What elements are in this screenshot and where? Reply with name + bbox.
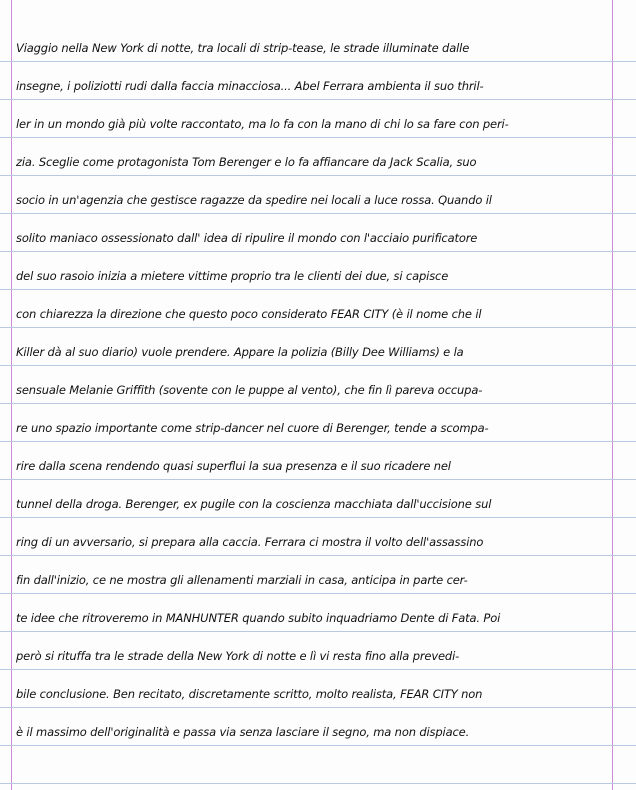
text-line-9: Killer dà al suo diario) vuole prendere. Appare la polizia (Billy Dee Williams) e la: [16, 345, 464, 359]
ruled-line: [0, 631, 636, 632]
ruled-line: [0, 707, 636, 708]
text-line-5: socio in un'agenzia che gestisce ragazze da spedire nei locali a luce rossa. Quando il: [16, 193, 492, 207]
text-line-4: zia. Sceglie come protagonista Tom Berenger e lo fa affiancare da Jack Scalia, suo: [16, 155, 477, 169]
text-line-7: del suo rasoio inizia a mietere vittime proprio tra le clienti dei due, si capisce: [16, 269, 449, 283]
ruled-line: [0, 517, 636, 518]
text-line-13: tunnel della droga. Berenger, ex pugile con la coscienza macchiata dall'uccisione sul: [16, 497, 492, 511]
ruled-line: [0, 327, 636, 328]
text-line-14: ring di un avversario, si prepara alla caccia. Ferrara ci mostra il volto dell'assassino: [16, 535, 484, 549]
ruled-line: [0, 175, 636, 176]
ruled-line: [0, 441, 636, 442]
text-line-15: fin dall'inizio, ce ne mostra gli allenamenti marziali in casa, anticipa in parte cer-: [16, 573, 468, 587]
ruled-line: [0, 555, 636, 556]
ruled-line: [0, 593, 636, 594]
text-line-10: sensuale Melanie Griffith (sovente con le puppe al vento), che fin lì pareva occupa-: [16, 383, 483, 397]
ruled-line: [0, 479, 636, 480]
text-line-11: re uno spazio importante come strip-dancer nel cuore di Berenger, tende a scompa-: [16, 421, 489, 435]
ruled-line: [0, 783, 636, 784]
right-margin-line: [612, 0, 613, 790]
text-line-19: è il massimo dell'originalità e passa via senza lasciare il segno, ma non dispiace.: [16, 725, 470, 739]
text-line-16: te idee che ritroveremo in MANHUNTER quando subito inquadriamo Dente di Fata. Poi: [16, 611, 501, 625]
text-line-6: solito maniaco ossessionato dall' idea di ripulire il mondo con l'acciaio purificatore: [16, 231, 478, 245]
ruled-line: [0, 745, 636, 746]
ruled-line: [0, 365, 636, 366]
text-line-12: rire dalla scena rendendo quasi superflui la sua presenza e il suo ricadere nel: [16, 459, 451, 473]
ruled-line: [0, 251, 636, 252]
ruled-line: [0, 61, 636, 62]
text-line-1: Viaggio nella New York di notte, tra locali di strip-tease, le strade illuminate dalle: [16, 41, 470, 55]
ruled-line: [0, 137, 636, 138]
text-line-18: bile conclusione. Ben recitato, discretamente scritto, molto realista, FEAR CITY non: [16, 687, 483, 701]
left-margin-line: [11, 0, 12, 790]
text-line-3: ler in un mondo già più volte raccontato, ma lo fa con la mano di chi lo sa fare con peri-: [16, 117, 509, 131]
text-line-8: con chiarezza la direzione che questo poco considerato FEAR CITY (è il nome che il: [16, 307, 482, 321]
ruled-line: [0, 99, 636, 100]
text-line-17: però si rituffa tra le strade della New York di notte e lì vi resta fino alla prevedi-: [16, 649, 460, 663]
ruled-line: [0, 289, 636, 290]
text-line-2: insegne, i poliziotti rudi dalla faccia minacciosa... Abel Ferrara ambienta il suo thril-: [16, 79, 484, 93]
ruled-line: [0, 403, 636, 404]
ruled-line: [0, 669, 636, 670]
ruled-line: [0, 213, 636, 214]
